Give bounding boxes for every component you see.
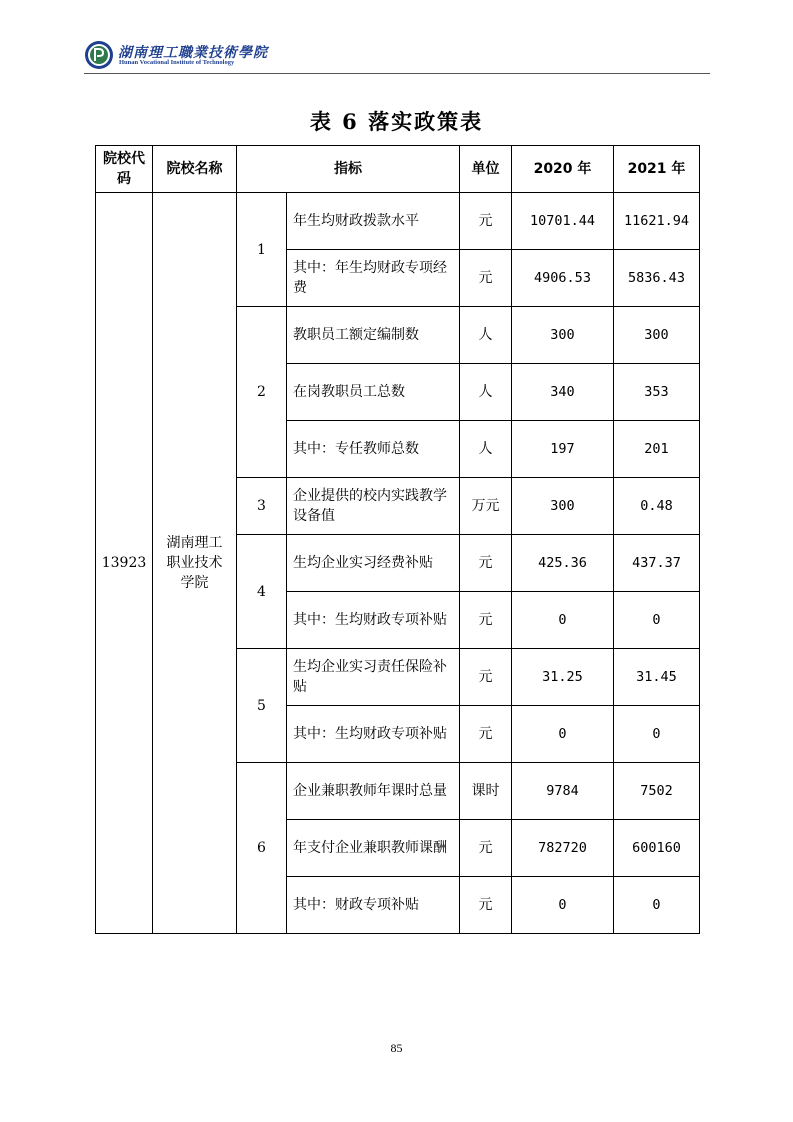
value-2021-cell: 600160 bbox=[614, 820, 700, 877]
unit-cell: 元 bbox=[460, 820, 512, 877]
group-number-cell: 5 bbox=[237, 649, 287, 763]
table-header-row bbox=[96, 146, 700, 193]
institution-logo bbox=[84, 40, 114, 70]
unit-cell: 元 bbox=[460, 250, 512, 307]
indicator-cell: 年支付企业兼职教师课酬 bbox=[287, 820, 460, 877]
value-2020-cell: 10701.44 bbox=[512, 193, 614, 250]
unit-cell: 人 bbox=[460, 307, 512, 364]
value-2020-cell: 9784 bbox=[512, 763, 614, 820]
unit-cell: 人 bbox=[460, 364, 512, 421]
value-2020-cell: 4906.53 bbox=[512, 250, 614, 307]
indicator-cell: 生均企业实习经费补贴 bbox=[287, 535, 460, 592]
group-number-cell: 3 bbox=[237, 478, 287, 535]
header-school-code: 院校代码 bbox=[96, 146, 153, 193]
header-2020: 2020 年 bbox=[512, 146, 614, 193]
value-2020-cell: 31.25 bbox=[512, 649, 614, 706]
value-2020-cell: 782720 bbox=[512, 820, 614, 877]
header-indicator: 指标 bbox=[237, 146, 460, 193]
value-2021-cell: 31.45 bbox=[614, 649, 700, 706]
value-2021-cell: 0 bbox=[614, 877, 700, 934]
value-2021-cell: 0 bbox=[614, 592, 700, 649]
value-2021-cell: 300 bbox=[614, 307, 700, 364]
value-2021-cell: 0 bbox=[614, 706, 700, 763]
policy-table bbox=[95, 145, 700, 934]
page-header bbox=[84, 38, 710, 76]
indicator-cell: 生均企业实习责任保险补贴 bbox=[287, 649, 460, 706]
school-code-cell: 13923 bbox=[96, 193, 153, 934]
value-2020-cell: 425.36 bbox=[512, 535, 614, 592]
value-2020-cell: 0 bbox=[512, 877, 614, 934]
value-2020-cell: 0 bbox=[512, 706, 614, 763]
value-2020-cell: 300 bbox=[512, 307, 614, 364]
group-number-cell: 6 bbox=[237, 763, 287, 934]
indicator-cell: 其中：财政专项补贴 bbox=[287, 877, 460, 934]
value-2021-cell: 353 bbox=[614, 364, 700, 421]
group-number-cell: 1 bbox=[237, 193, 287, 307]
indicator-cell: 企业兼职教师年课时总量 bbox=[287, 763, 460, 820]
indicator-cell: 在岗教职员工总数 bbox=[287, 364, 460, 421]
indicator-cell: 年生均财政拨款水平 bbox=[287, 193, 460, 250]
unit-cell: 元 bbox=[460, 535, 512, 592]
institution-name-cn: 湖南理工職業技術學院 bbox=[118, 45, 268, 61]
indicator-cell: 其中：年生均财政专项经费 bbox=[287, 250, 460, 307]
page-number: 85 bbox=[390, 1041, 403, 1055]
value-2020-cell: 300 bbox=[512, 478, 614, 535]
indicator-cell: 其中：生均财政专项补贴 bbox=[287, 706, 460, 763]
unit-cell: 人 bbox=[460, 421, 512, 478]
indicator-cell: 其中：专任教师总数 bbox=[287, 421, 460, 478]
unit-cell: 课时 bbox=[460, 763, 512, 820]
indicator-cell: 企业提供的校内实践教学设备值 bbox=[287, 478, 460, 535]
value-2021-cell: 5836.43 bbox=[614, 250, 700, 307]
table-row bbox=[96, 193, 700, 250]
institution-name-en: Hunan Vocational Institute of Technology bbox=[119, 59, 235, 66]
value-2021-cell: 7502 bbox=[614, 763, 700, 820]
unit-cell: 元 bbox=[460, 877, 512, 934]
unit-cell: 元 bbox=[460, 193, 512, 250]
group-number-cell: 4 bbox=[237, 535, 287, 649]
school-name-cell: 湖南理工职业技术学院 bbox=[153, 193, 237, 934]
value-2020-cell: 0 bbox=[512, 592, 614, 649]
value-2021-cell: 201 bbox=[614, 421, 700, 478]
value-2020-cell: 197 bbox=[512, 421, 614, 478]
unit-cell: 元 bbox=[460, 706, 512, 763]
value-2020-cell: 340 bbox=[512, 364, 614, 421]
header-divider bbox=[84, 73, 710, 74]
unit-cell: 元 bbox=[460, 649, 512, 706]
value-2021-cell: 11621.94 bbox=[614, 193, 700, 250]
unit-cell: 元 bbox=[460, 592, 512, 649]
indicator-cell: 教职员工额定编制数 bbox=[287, 307, 460, 364]
header-school-name: 院校名称 bbox=[153, 146, 237, 193]
group-number-cell: 2 bbox=[237, 307, 287, 478]
header-unit: 单位 bbox=[460, 146, 512, 193]
header-2021: 2021 年 bbox=[614, 146, 700, 193]
table-title: 表 6 落实政策表 bbox=[309, 109, 484, 134]
value-2021-cell: 437.37 bbox=[614, 535, 700, 592]
unit-cell: 万元 bbox=[460, 478, 512, 535]
value-2021-cell: 0.48 bbox=[614, 478, 700, 535]
indicator-cell: 其中：生均财政专项补贴 bbox=[287, 592, 460, 649]
